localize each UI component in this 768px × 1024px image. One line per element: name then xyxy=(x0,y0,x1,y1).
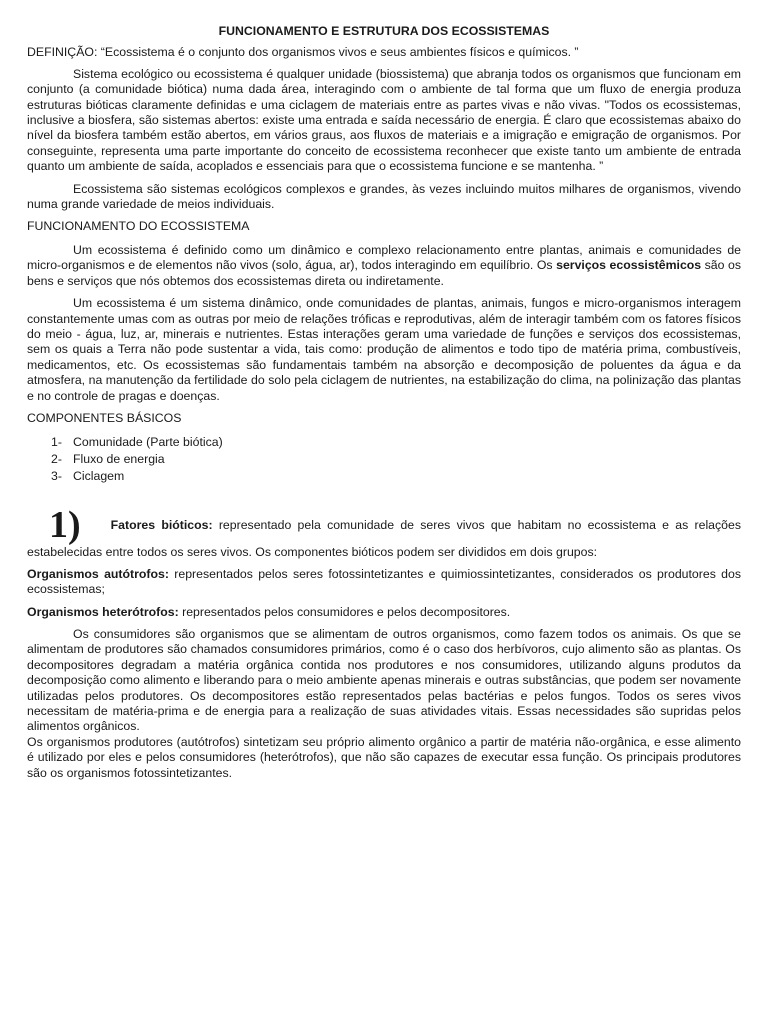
definition-line: DEFINIÇÃO: “Ecossistema é o conjunto dos organismos vivos e seus ambientes físicos e químicos. ” xyxy=(27,45,579,60)
paragraph-consumers: Os consumidores são organismos que se alimentam de outros organismos, como fazem todos os animais. Os que se alimentam de produtores são chamados consumidores primários, como é o caso dos herbívoros, cujo alimento são as plantas. Os decompositores degradam a matéria orgânica contida nos produtores e nos consumidores, utilizando alguns produtos da decomposição como alimento e liberando para o meio ambiente apenas minerais e outras substâncias, que podem ser novamente utilizadas pelos produtores. Os decompositores estão representados pelas bactérias e pelos fungos. Todos os seres vivos necessitam de matéria-prima e de energia para a realização de suas atividades vitais. Essas necessidades são supridas pelos alimentos orgânicos. xyxy=(27,626,741,734)
section-number: 1) xyxy=(49,504,81,547)
heading-functioning: FUNCIONAMENTO DO ECOSSISTEMA xyxy=(27,219,250,234)
paragraph-autotrophs xyxy=(27,567,741,598)
autotrophs-text: representados pelos seres fotossintetizantes e quimiossintetizantes, considerados os produtores dos ecossistemas; xyxy=(27,566,741,597)
biotic-factors-text: representado pela comunidade de seres vivos que habitam no ecossistema e as relações estabelecidas entre todos os seres vivos. Os componentes bióticos podem ser divididos em dois grupos: xyxy=(27,518,741,560)
list-item xyxy=(51,434,741,451)
list-label: Comunidade (Parte biótica) xyxy=(73,435,223,450)
list-number: 1- xyxy=(51,435,62,450)
autotrophs-term: Organismos autótrofos: xyxy=(27,566,169,581)
paragraph-dynamic-system: Um ecossistema é um sistema dinâmico, onde comunidades de plantas, animais, fungos e micro-organismos interagem constantemente umas com as outras por meio de relações tróficas e reprodutivas, além de interagir também com os fatores físicos do meio - água, luz, ar, minerais e nutrientes. Estas interações geram uma variedade de funções e serviços dos ecossistemas, sem os quais a Terra não pode sustentar a vida, tais como: produção de alimentos e todo tipo de matéria prima, combustíveis, medicamentos, etc. Os ecossistemas são fundamentais também na absorção e decomposição de poluentes da água e da atmosfera, na manutenção da fertilidade do solo pela ciclagem de nutrientes, na estabilização do clima, na polinização das plantas e no controle de pragas e doenças. xyxy=(27,296,741,403)
paragraph-ecosystem-definition-text-end: são os bens e serviços que nós obtemos dos ecossistemas direta ou indiretamente. xyxy=(27,258,741,288)
paragraph-ecosystem-system: Sistema ecológico ou ecossistema é qualquer unidade (biossistema) que abranja todos os organismos que funcionam em conjunto (a comunidade biótica) numa dada área, interagindo com o ambiente de tal forma que um fluxo de energia produza estruturas bióticas claramente definidas e uma ciclagem de materiais entre as partes vivas e não vivas. "Todos os ecossistemas, inclusive a biosfera, são sistemas abertos: existe uma entrada e saída necessário de energia. É claro que ecossistemas abaixo do nível da biosfera também estão abertos, em vários graus, aos fluxos de materiais e a imigração e emigração de organismos. Por conseguinte, representa uma parte importante do conceito de ecossistema reconhecer que existe tanto um ambiente de entrada quanto um ambiente de saída, acoplados e essenciais para que o ecossistema funcione e se mantenha. ” xyxy=(27,66,741,174)
list-number: 3- xyxy=(51,469,62,484)
paragraph-heterotrophs xyxy=(27,605,741,620)
paragraph-biotic-factors xyxy=(27,505,741,560)
ecosystem-services-term: serviços ecossistêmicos xyxy=(556,258,702,273)
list-item xyxy=(51,451,741,468)
paragraph-ecosystem-definition xyxy=(27,243,741,289)
list-item xyxy=(51,468,741,485)
list-label: Fluxo de energia xyxy=(73,452,165,467)
paragraph-ecosystem-definition-text: Um ecossistema é definido como um dinâmico e complexo relacionamento entre plantas, animais e comunidades de micro-organismos e de elementos não vivos (solo, água, ar), todos interagindo em equilíbrio. Os xyxy=(27,242,741,273)
document-title: FUNCIONAMENTO E ESTRUTURA DOS ECOSSISTEMAS xyxy=(218,24,550,38)
heterotrophs-term: Organismos heterótrofos: xyxy=(27,604,179,619)
paragraph-ecosystem-complex: Ecossistema são sistemas ecológicos complexos e grandes, às vezes incluindo muitos milhares de organismos, vivendo numa grande variedade de meios individuais. xyxy=(27,181,741,212)
heterotrophs-text: representados pelos consumidores e pelos decompositores. xyxy=(178,604,511,619)
list-number: 2- xyxy=(51,452,62,467)
list-label: Ciclagem xyxy=(73,469,125,484)
heading-components: COMPONENTES BÁSICOS xyxy=(27,410,182,425)
biotic-factors-term: Fatores bióticos: xyxy=(110,518,213,533)
paragraph-producers: Os organismos produtores (autótrofos) sintetizam seu próprio alimento orgânico a partir de matéria não-orgânica, e esse alimento é utilizado por eles e pelos consumidores (heterótrofos), que não são capazes de executar essa função. Os principais produtores são os organismos fotossintetizantes. xyxy=(27,734,741,780)
components-list xyxy=(51,434,741,485)
